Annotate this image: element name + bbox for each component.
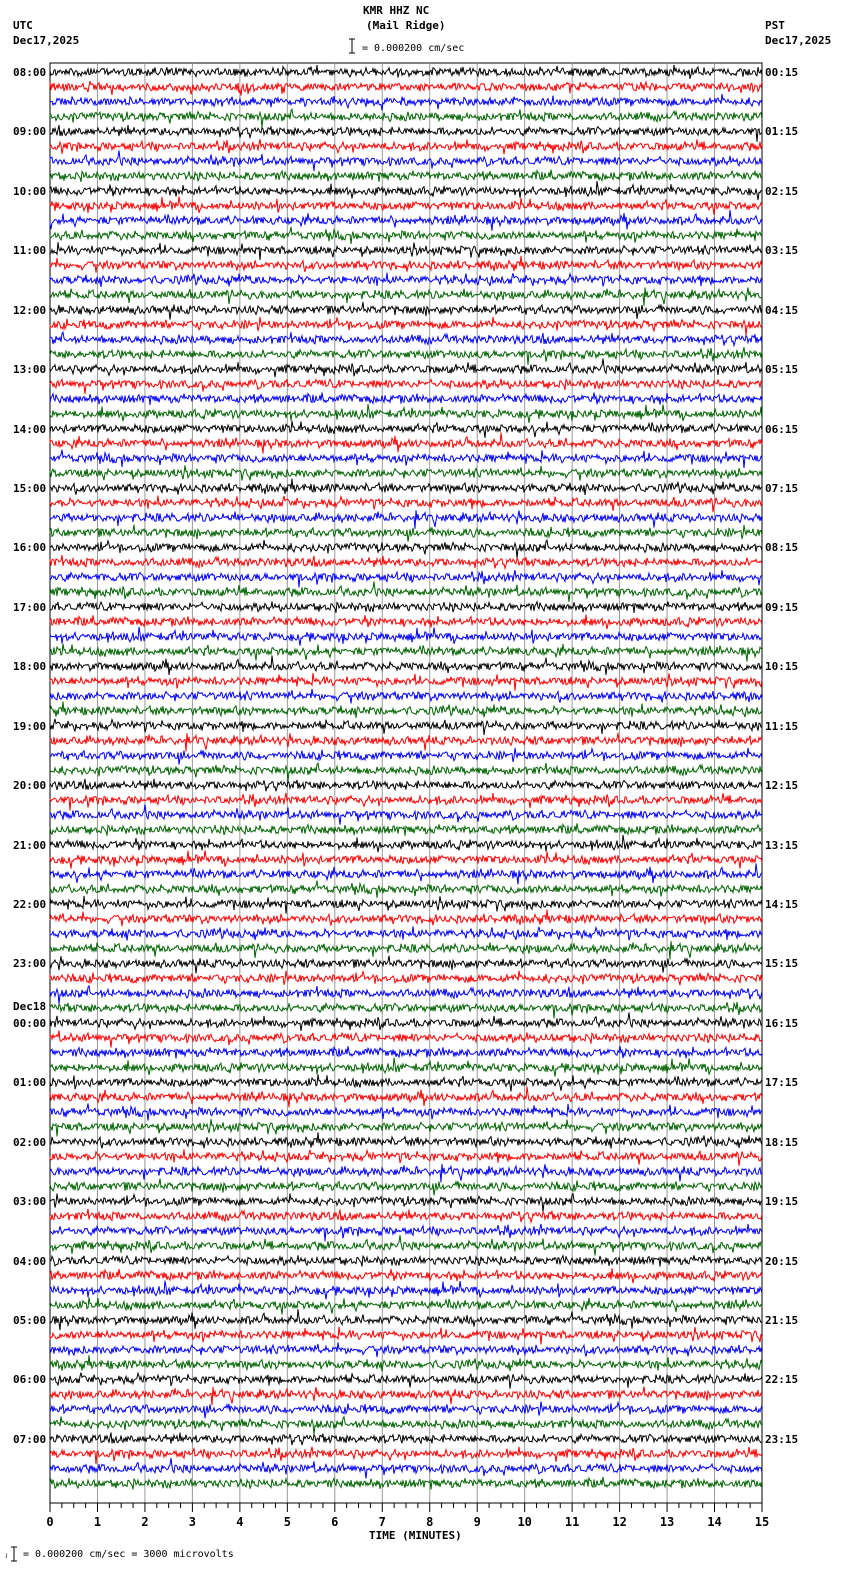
x-tick-label: 7 [378, 1515, 386, 1529]
left-date: Dec17,2025 [13, 34, 80, 47]
right-timezone: PST [765, 19, 785, 32]
right-hour-label: 21:15 [765, 1314, 799, 1328]
left-hour-label: 19:00 [13, 719, 47, 733]
time-axis [46, 1503, 769, 1529]
right-date: Dec17,2025 [765, 34, 832, 47]
right-hour-label: 00:15 [765, 66, 799, 79]
x-tick-label: 1 [93, 1515, 102, 1529]
left-hour-label: 18:00 [13, 660, 47, 674]
left-hour-label: 02:00 [13, 1135, 47, 1149]
right-hour-label: 05:15 [765, 363, 799, 377]
footer-scale-bar-icon [11, 1547, 17, 1561]
left-hour-label: 01:00 [13, 1076, 47, 1090]
right-hour-label: 17:15 [765, 1076, 799, 1090]
x-tick-label: 13 [659, 1515, 675, 1529]
left-hour-label: 15:00 [13, 482, 47, 495]
left-hour-label: 12:00 [13, 303, 47, 317]
x-axis-label: TIME (MINUTES) [369, 1529, 462, 1542]
left-hour-label: 08:00 [13, 66, 47, 79]
right-hour-label: 02:15 [765, 184, 799, 198]
x-tick-label: 8 [426, 1515, 434, 1529]
right-hour-label: 20:15 [765, 1254, 799, 1268]
x-tick-label: 11 [564, 1515, 580, 1529]
scale-label: = 0.000200 cm/sec [362, 43, 465, 54]
right-hour-label: 09:15 [765, 600, 799, 614]
x-tick-label: 3 [188, 1515, 197, 1529]
left-hour-label: 14:00 [13, 422, 47, 436]
chart-subtitle: (Mail Ridge) [366, 19, 446, 32]
right-hour-label: 12:15 [765, 779, 799, 793]
x-tick-label: 2 [141, 1515, 149, 1529]
right-hour-label: 04:15 [765, 303, 799, 317]
right-hour-label: 23:15 [765, 1432, 799, 1446]
x-tick-label: 15 [754, 1515, 770, 1529]
left-hour-label: 23:00 [13, 957, 47, 971]
x-tick-label: 6 [331, 1515, 339, 1529]
left-hour-label: 17:00 [13, 600, 47, 614]
left-hour-label: 21:00 [13, 838, 47, 852]
right-hour-label: 18:15 [765, 1135, 799, 1149]
x-tick-label: 9 [473, 1515, 481, 1529]
right-hour-label: 10:15 [765, 660, 799, 674]
x-tick-label: 10 [517, 1515, 532, 1529]
right-hour-label: 14:15 [765, 898, 799, 912]
left-hour-label: 04:00 [13, 1254, 47, 1268]
left-hour-label: 22:00 [13, 898, 47, 912]
left-hour-label: 09:00 [13, 125, 47, 139]
left-hour-label: 20:00 [13, 779, 47, 793]
x-tick-label: 5 [283, 1515, 291, 1529]
left-hour-label: 06:00 [13, 1373, 47, 1387]
left-hour-label: 00:00 [13, 1016, 47, 1030]
x-tick-label: 12 [612, 1515, 627, 1529]
footer-scale-label: = 0.000200 cm/sec = 3000 microvolts [23, 1549, 234, 1560]
footer-scale-prefix: ⱼ [3, 1549, 10, 1560]
left-hour-label: 13:00 [13, 363, 47, 377]
right-hour-label: 01:15 [765, 125, 799, 139]
left-hour-label: 10:00 [13, 184, 47, 198]
left-timezone: UTC [13, 19, 33, 32]
left-hour-label: 16:00 [13, 541, 47, 555]
left-hour-label: 11:00 [13, 244, 47, 258]
right-hour-label: 15:15 [765, 957, 799, 971]
right-hour-label: 03:15 [765, 244, 799, 258]
chart-title: KMR HHZ NC [363, 4, 430, 17]
right-hour-label: 19:15 [765, 1195, 799, 1209]
left-hour-label: 07:00 [13, 1432, 47, 1446]
right-hour-label: 22:15 [765, 1373, 799, 1387]
scale-bar-icon [349, 39, 355, 53]
x-tick-label: 0 [46, 1515, 54, 1529]
right-hour-label: 08:15 [765, 541, 799, 555]
right-hour-label: 06:15 [765, 422, 799, 436]
right-hour-label: 11:15 [765, 719, 799, 733]
left-hour-label: 05:00 [13, 1314, 47, 1328]
x-tick-label: 14 [707, 1515, 722, 1529]
date-change-label: Dec18 [13, 1000, 47, 1013]
right-hour-label: 16:15 [765, 1016, 799, 1030]
right-hour-label: 13:15 [765, 838, 799, 852]
left-hour-label: 03:00 [13, 1195, 47, 1209]
x-tick-label: 4 [236, 1515, 244, 1529]
right-hour-label: 07:15 [765, 482, 799, 495]
